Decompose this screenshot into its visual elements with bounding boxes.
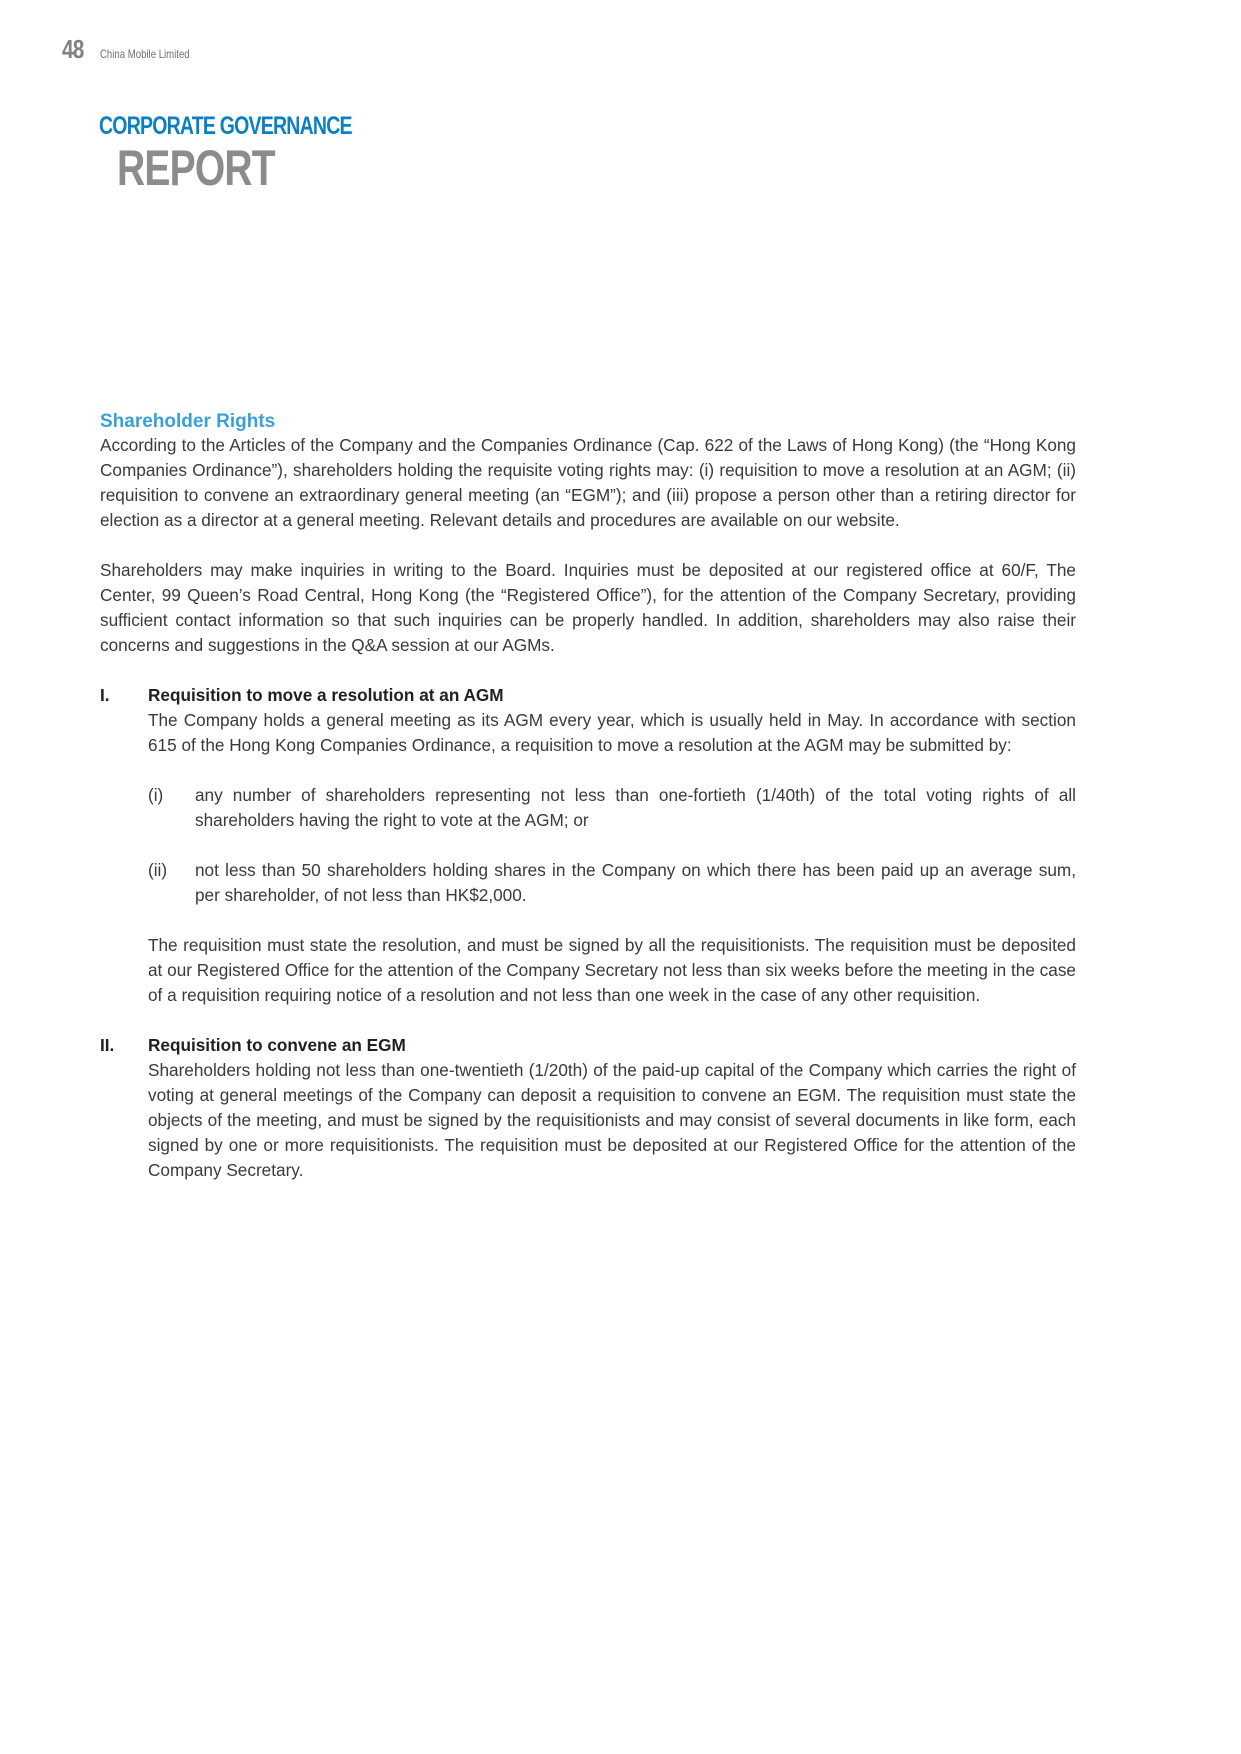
- section-body: [148, 683, 1076, 1008]
- list-item: [148, 858, 1076, 908]
- list-item-label: (ii): [148, 860, 168, 880]
- section-intro: Shareholders holding not less than one-twentieth (1/20th) of the paid-up capital of the Company which carries the right of voting at general meetings of the Company can deposit a requisition to convene an EGM. The requisition must state the objects of the meeting, and must be signed by the requisitionists and may consist of several documents in like form, each signed by one or more requisitionists. The requisition must be deposited at our Registered Office for the attention of the Company Secretary.: [148, 1060, 1076, 1180]
- list-item-text: not less than 50 shareholders holding shares in the Company on which there has been paid up an average sum, per shareholder, of not less than HK$2,000.: [195, 860, 1076, 905]
- section-intro: The Company holds a general meeting as its AGM every year, which is usually held in May. In accordance with section 615 of the Hong Kong Companies Ordinance, a requisition to move a resolution at the AGM may be submitted by:: [148, 710, 1076, 755]
- inquiries-paragraph: Shareholders may make inquiries in writing to the Board. Inquiries must be deposited at our registered office at 60/F, The Center, 99 Queen’s Road Central, Hong Kong (the “Registered Office”), for the attention of the Company Secretary, providing sufficient contact information so that such inquiries can be properly handled. In addition, shareholders may also raise their concerns and suggestions in the Q&A session at our AGMs.: [100, 560, 1076, 655]
- section-title-line2: REPORT: [117, 140, 275, 196]
- section-number: II.: [100, 1035, 115, 1055]
- page-number: 48: [62, 34, 84, 64]
- section-agm-resolution: [100, 683, 1076, 1008]
- intro-paragraph: According to the Articles of the Company and the Companies Ordinance (Cap. 622 of the Laws of Hong Kong) (the “Hong Kong Companies Ordinance”), shareholders holding the requisite voting rights may: (i) requisition to move a resolution at an AGM; (ii) requisition to convene an extraordinary general meeting (an “EGM”); and (iii) propose a person other than a retiring director for election as a director at a general meeting. Relevant details and procedures are available on our website.: [100, 435, 1076, 530]
- section-heading: Requisition to move a resolution at an AGM: [148, 685, 504, 705]
- section-egm-convene: [100, 1033, 1076, 1183]
- section-number: I.: [100, 685, 110, 705]
- list-item-label: (i): [148, 785, 164, 805]
- section-closing: The requisition must state the resolution, and must be signed by all the requisitionists. The requisition must be deposited at our Registered Office for the attention of the Company Secretary not less than six weeks before the meeting in the case of a requisition requiring notice of a resolution and not less than one week in the case of any other requisition.: [148, 935, 1076, 1005]
- shareholder-rights-heading: Shareholder Rights: [100, 411, 276, 432]
- list-item-text: any number of shareholders representing not less than one-fortieth (1/40th) of the total voting rights of all shareholders having the right to vote at the AGM; or: [195, 785, 1076, 830]
- section-heading: Requisition to convene an EGM: [148, 1035, 406, 1055]
- page-header: [62, 34, 212, 65]
- main-content: [100, 411, 1076, 1183]
- list-item: [148, 783, 1076, 833]
- company-name: China Mobile Limited: [100, 47, 190, 61]
- section-body: [148, 1033, 1076, 1183]
- section-title-line1: CORPORATE GOVERNANCE: [99, 112, 352, 140]
- section-title: [99, 112, 423, 194]
